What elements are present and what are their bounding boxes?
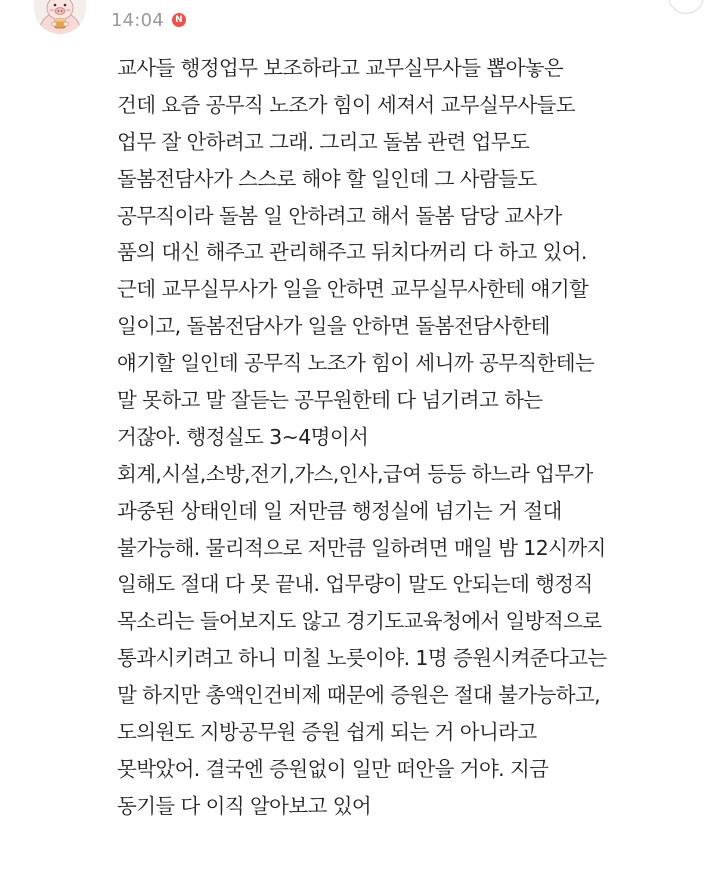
message-line: 동기들 다 이직 알아보고 있어: [117, 793, 372, 818]
message-meta: [111, 8, 186, 32]
message-line: 말 하지만 총액인건비제 때문에 증원은 절대 불가능하고,: [117, 683, 601, 708]
message-line: 회계,시설,소방,전기,가스,인사,급여 등등 하느라 업무가: [117, 461, 593, 486]
message-line: 목소리는 들어보지도 않고 경기도교육청에서 일방적으로: [117, 609, 602, 634]
message-line: 얘기할 일인데 공무직 노조가 힘이 세니까 공무직한테는: [117, 351, 595, 376]
message-line: 거잖아. 행정실도 3~4명이서: [117, 424, 369, 449]
message-line: 공무직이라 돌봄 일 안하려고 해서 돌봄 담당 교사가: [117, 203, 562, 228]
timestamp: 14:04: [111, 9, 164, 31]
message-line: 품의 대신 해주고 관리해주고 뒤치다꺼리 다 하고 있어.: [117, 240, 587, 265]
message-line: 건데 요즘 공무직 노조가 힘이 세져서 교무실무사들도: [117, 92, 575, 117]
new-badge: N: [172, 13, 186, 27]
message-line: 교사들 행정업무 보조하라고 교무실무사들 뽑아놓은: [117, 56, 564, 80]
message-line: 돌봄전담사가 스스로 해야 할 일인데 그 사람들도: [117, 166, 537, 191]
message-line: 불가능해. 물리적으로 저만큼 일하려면 매일 밤 12시까지: [117, 535, 606, 560]
message-line: 통과시키려고 하니 미칠 노릇이야. 1명 증원시켜준다고는: [117, 646, 607, 671]
pig-avatar-icon: [34, 0, 86, 34]
message-body: [117, 50, 707, 825]
message-line: 말 못하고 말 잘듣는 공무원한테 다 넘기려고 하는: [117, 388, 543, 413]
more-options-button[interactable]: [668, 0, 704, 14]
avatar[interactable]: [34, 0, 86, 34]
message-line: 일해도 절대 다 못 끝내. 업무량이 말도 안되는데 행정직: [117, 572, 593, 597]
message-line: 도의원도 지방공무원 증원 쉽게 되는 거 아니라고: [117, 720, 537, 745]
message-line: 근데 교무실무사가 일을 안하면 교무실무사한테 얘기할: [117, 277, 589, 302]
message-line: 못박았어. 결국엔 증원없이 일만 떠안을 거야. 지금: [117, 756, 549, 781]
message-line: 과중된 상태인데 일 저만큼 행정실에 넘기는 거 절대: [117, 498, 562, 523]
message-line: 업무 잘 안하려고 그래. 그리고 돌봄 관련 업무도: [117, 129, 530, 154]
message-line: 일이고, 돌봄전담사가 일을 안하면 돌봄전담사한테: [117, 314, 550, 339]
